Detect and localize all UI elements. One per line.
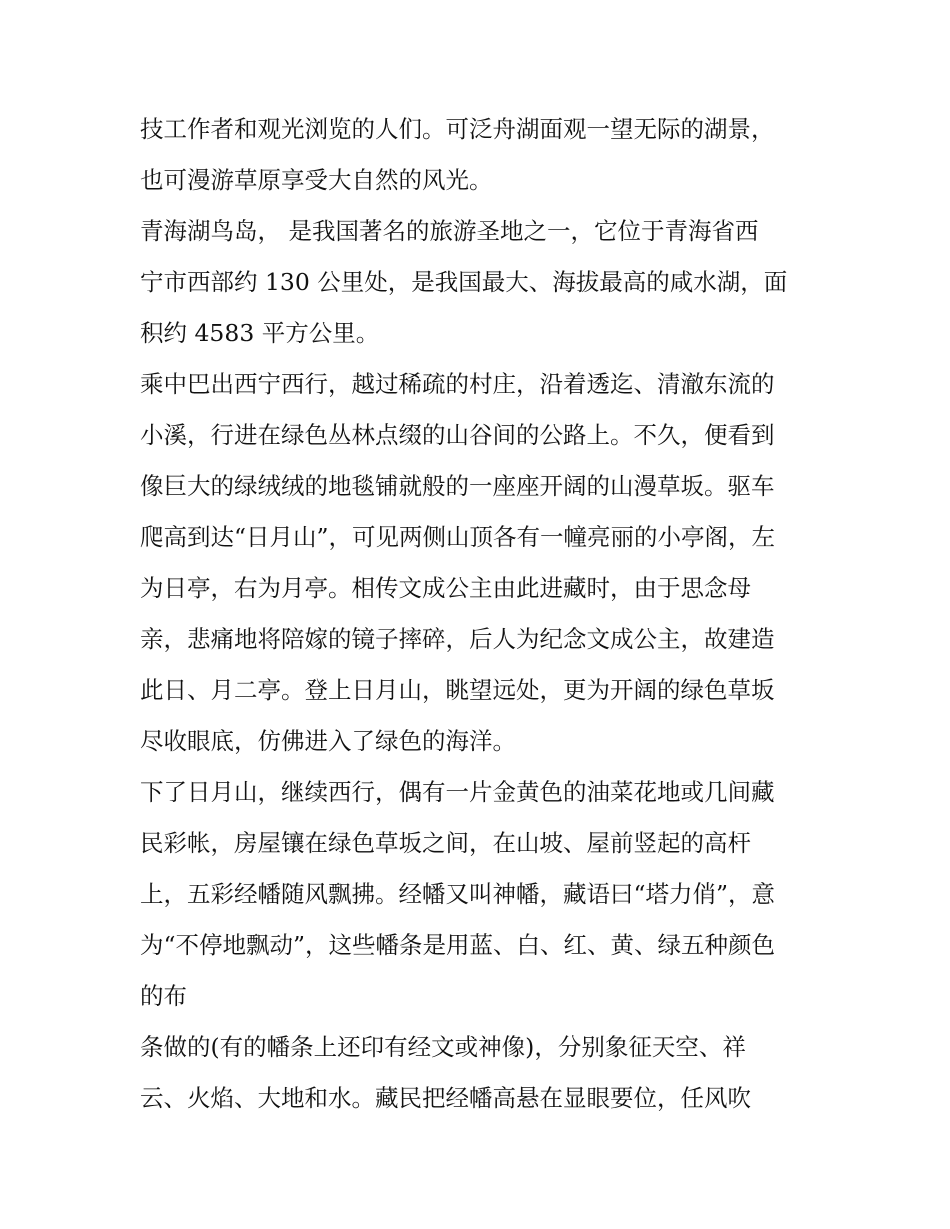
text-line: 云、火焰、大地和水。藏民把经幡高悬在显眼要位，任风吹 (140, 1084, 751, 1112)
text-line: 爬高到达“日月山”，可见两侧山顶各有一幢亮丽的小亭阁，左 (140, 523, 776, 551)
text-line: 民彩帐，房屋镶在绿色草坂之间，在山坡、屋前竖起的高杆 (140, 829, 751, 857)
text-line: 为“不停地飘动”，这些幡条是用蓝、白、红、黄、绿五种颜色 (140, 931, 776, 959)
text-line: 小溪，行进在绿色丛林点缀的山谷间的公路上。不久，便看到 (140, 421, 775, 449)
text-line: 的布 (140, 982, 187, 1010)
text-line: 亲，悲痛地将陪嫁的镜子摔碎，后人为纪念文成公主，故建造 (140, 625, 775, 653)
text-line: 像巨大的绿绒绒的地毯铺就般的一座座开阔的山漫草坂。驱车 (140, 472, 775, 500)
text-line: 乘中巴出西宁西行，越过稀疏的村庄，沿着透迄、清澈东流的 (140, 370, 775, 398)
text-line: 尽收眼底，仿佛进入了绿色的海洋。 (140, 727, 516, 755)
text-line: 青海湖鸟岛， 是我国著名的旅游圣地之一，它位于青海省西 (140, 217, 759, 245)
text-line: 宁市西部约 130 公里处，是我国最大、海拔最高的咸水湖，面 (140, 268, 788, 296)
text-line: 积约 4583 平方公里。 (140, 319, 380, 347)
paragraph-4 (140, 767, 830, 1022)
paragraph-3 (140, 359, 830, 767)
paragraph-2 (140, 206, 830, 359)
text-line: 此日、月二亭。登上日月山，眺望远处，更为开阔的绿色草坂 (140, 676, 775, 704)
text-line: 技工作者和观光浏览的人们。可泛舟湖面观一望无际的湖景， (140, 115, 775, 143)
text-line: 为日亭，右为月亭。相传文成公主由此进藏时，由于思念母 (140, 574, 751, 602)
document-page (140, 104, 830, 1124)
text-line: 下了日月山，继续西行，偶有一片金黄色的油菜花地或几间藏 (140, 778, 775, 806)
paragraph-5 (140, 1022, 830, 1124)
paragraph-1 (140, 104, 830, 206)
text-line: 也可漫游草原享受大自然的风光。 (140, 166, 493, 194)
text-line: 条做的(有的幡条上还印有经文或神像)，分别象征天空、祥 (140, 1033, 746, 1061)
text-line: 上，五彩经幡随风飘拂。经幡又叫神幡，藏语曰“塔力俏”，意 (140, 880, 776, 908)
